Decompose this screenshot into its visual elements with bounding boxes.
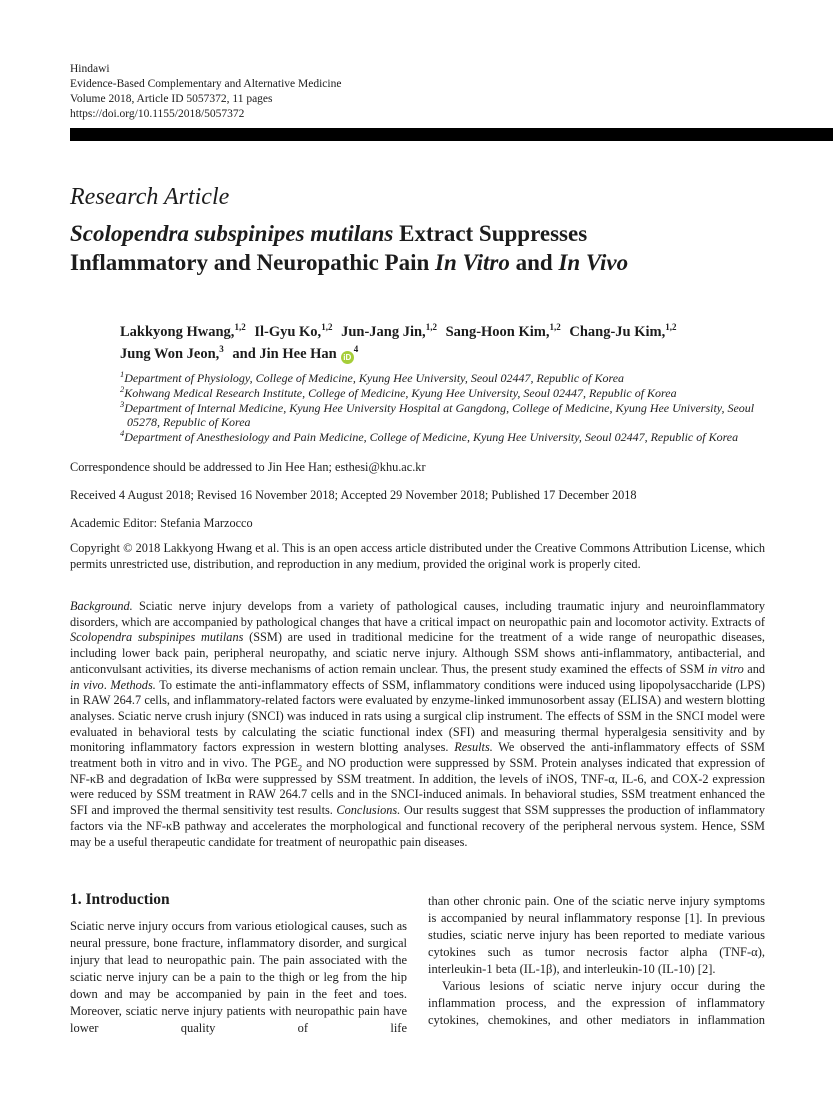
title-line-1: Scolopendra subspinipes mutilans Extract Suppresses [70, 221, 588, 246]
intro-column-left [70, 918, 407, 1037]
volume-line: Volume 2018, Article ID 5057372, 11 pages [70, 93, 273, 105]
journal-name: Evidence-Based Complementary and Alternative Medicine [70, 78, 342, 90]
affiliation-item: $^4$Department of Anesthesiology and Pain Medicine, College of Medicine, Kyung Hee University, Seoul 02447, Republic of Korea [120, 428, 739, 445]
author: Jun-Jang Jin,$^{1,2}$ [341, 322, 437, 340]
article-title [70, 219, 770, 277]
orcid-icon[interactable]: iD [341, 351, 354, 364]
author: Chang-Ju Kim,$^{1,2}$ [569, 322, 677, 340]
received-dates-line: Received 4 August 2018; Revised 16 November 2018; Accepted 29 November 2018; Published 17 December 2018 [70, 488, 637, 502]
author-superscript: 1,2 [549, 322, 561, 333]
section-heading-introduction: 1. Introduction [70, 891, 170, 908]
author-superscript: 3 [219, 344, 224, 355]
intro-column-right [428, 893, 765, 1029]
author: Sang-Hoon Kim,$^{1,2}$ [445, 322, 561, 340]
authors-line-2 [120, 343, 785, 365]
affiliation-item: $^2$Kohwang Medical Research Institute, College of Medicine, Kyung Hee University, Seoul 02447, Republic of Korea [120, 383, 677, 400]
publisher-name: Hindawi [70, 63, 110, 75]
correspondence-email[interactable]: esthesi@khu.ac.kr [335, 460, 426, 474]
author: Jung Won Jeon,$^3$ [120, 344, 224, 362]
affiliation-item: $^3$Department of Internal Medicine, Kyung Hee University Hospital at Gangdong, College of Medicine, Kyung Hee University, Seoul 05278, Republic of Korea [120, 398, 755, 430]
authors-line-1 [120, 321, 785, 343]
copyright-notice: Copyright © 2018 Lakkyong Hwang et al. This is an open access article distributed under the Creative Commons Attribution License, which permits unrestricted use, distribution, and reproduction in any medium, provided the original work is properly cited. [70, 541, 765, 571]
abstract-paragraph: Background. Sciatic nerve injury develops from a variety of pathological causes, including traumatic injury and neuroinflammatory disorders, which are accompanied by pathological changes that have a critical impact on neuropathic pain and locomotor activity. Extracts of Scolopendra subspinipes mutilans (SSM) are used in traditional medicine for the treatment of a wide range of neuropathic diseases, including lower back pain, peripheral neuropathy, and sciatic nerve injury. Although SSM shows anti-inflammatory, antibacterial, and anticonvulsant activities, its diverse mechanisms of action remain unclear. Thus, the present study examined the effects of SSM in vitro and in vivo. Methods. To estimate the anti-inflammatory effects of SSM, inflammatory conditions were induced using lipopolysaccharide (LPS) in RAW 264.7 cells, and inflammatory-related factors were evaluated by enzyme-linked immunosorbent assay (ELISA) and western blotting analyses. Sciatic nerve crush injury (SNCI) was induced in rats using a surgical clip instrument. The effects of SSM in the SNCI model were evaluated in behavioral tests by calculating the sciatic functional index (SFI) and measuring thermal hyperalgesia sensitivity and by monitoring inflammatory factors expression in western blotting analyses. Results. We observed the anti-inflammatory effects of SSM treatment both in vitro and in vivo. The $PGE_2$ and NO production were suppressed by SSM. Protein analyses indicated that expression of NF-κB and degradation of IκBα were suppressed by SSM treatment. In addition, the levels of iNOS, TNF-α, IL-6, and COX-2 expression were reduced by SSM treatment in RAW 264.7 cells and in the SNCI-induced animals. In behavioral studies, SSM treatment enhanced the SFI and improved the thermal sensitivity test results. Conclusions. Our results suggest that SSM suppresses the production of inflammatory factors via the NF-κB pathway and accelerates the morphological and functional recovery of the peripheral nervous system. Hence, SSM may be a useful therapeutic candidate for treatment of neuropathic pain diseases. [70, 599, 766, 849]
author-superscript: 4 [353, 344, 359, 355]
doi-link[interactable]: https://doi.org/10.1155/2018/5057372 [70, 108, 245, 120]
author-superscript: 1,2 [425, 322, 437, 333]
author-superscript: 1,2 [665, 322, 677, 333]
author-superscript: 1,2 [321, 322, 333, 333]
author: Il-Gyu Ko,$^{1,2}$ [254, 322, 333, 340]
authors-block [120, 321, 785, 365]
affiliation-item: $^1$Department of Physiology, College of Medicine, Kyung Hee University, Seoul 02447, Republic of Korea [120, 369, 625, 385]
article-type-label: Research Article [70, 184, 230, 210]
intro-paragraph-right-2: Various lesions of sciatic nerve injury occur during the inflammation process, and the expression of inflammatory cytokines, chemokines, and other mediators in inflammation [428, 979, 765, 1027]
journal-header [70, 62, 341, 122]
intro-paragraph-right-1: than other chronic pain. One of the sciatic nerve injury symptoms is accompanied by neural inflammatory response [1]. In previous studies, sciatic nerve injury has been reported to mediate various cytokines such as tumor necrosis factor alpha (TNF-α), interleukin-1 beta (IL-1β), and interleukin-10 (IL-10) [2]. [428, 894, 765, 976]
author: Lakkyong Hwang,$^{1,2}$ [120, 322, 246, 340]
title-line-2: Inflammatory and Neuropathic Pain In Vitro and In Vivo [70, 250, 629, 275]
intro-paragraph-left: Sciatic nerve injury occurs from various etiological causes, such as neural pressure, bone fracture, inflammatory disorder, and surgical injury that lead to neuropathic pain. The pain associated with the sciatic nerve injury can be a pain to the thigh or leg from the hip down and may be accompanied by pain in the feet and toes. Moreover, sciatic nerve injury patients with neuropathic pain have lower quality of life [70, 919, 407, 1035]
correspondence-line: Correspondence should be addressed to Jin Hee Han; esthesi@khu.ac.kr [70, 460, 426, 474]
affiliations-block [120, 371, 775, 445]
header-divider-bar [70, 128, 833, 141]
author: and Jin Hee Han $iD^4$ [232, 344, 359, 362]
author-superscript: 1,2 [234, 322, 246, 333]
academic-editor-line: Academic Editor: Stefania Marzocco [70, 516, 253, 530]
